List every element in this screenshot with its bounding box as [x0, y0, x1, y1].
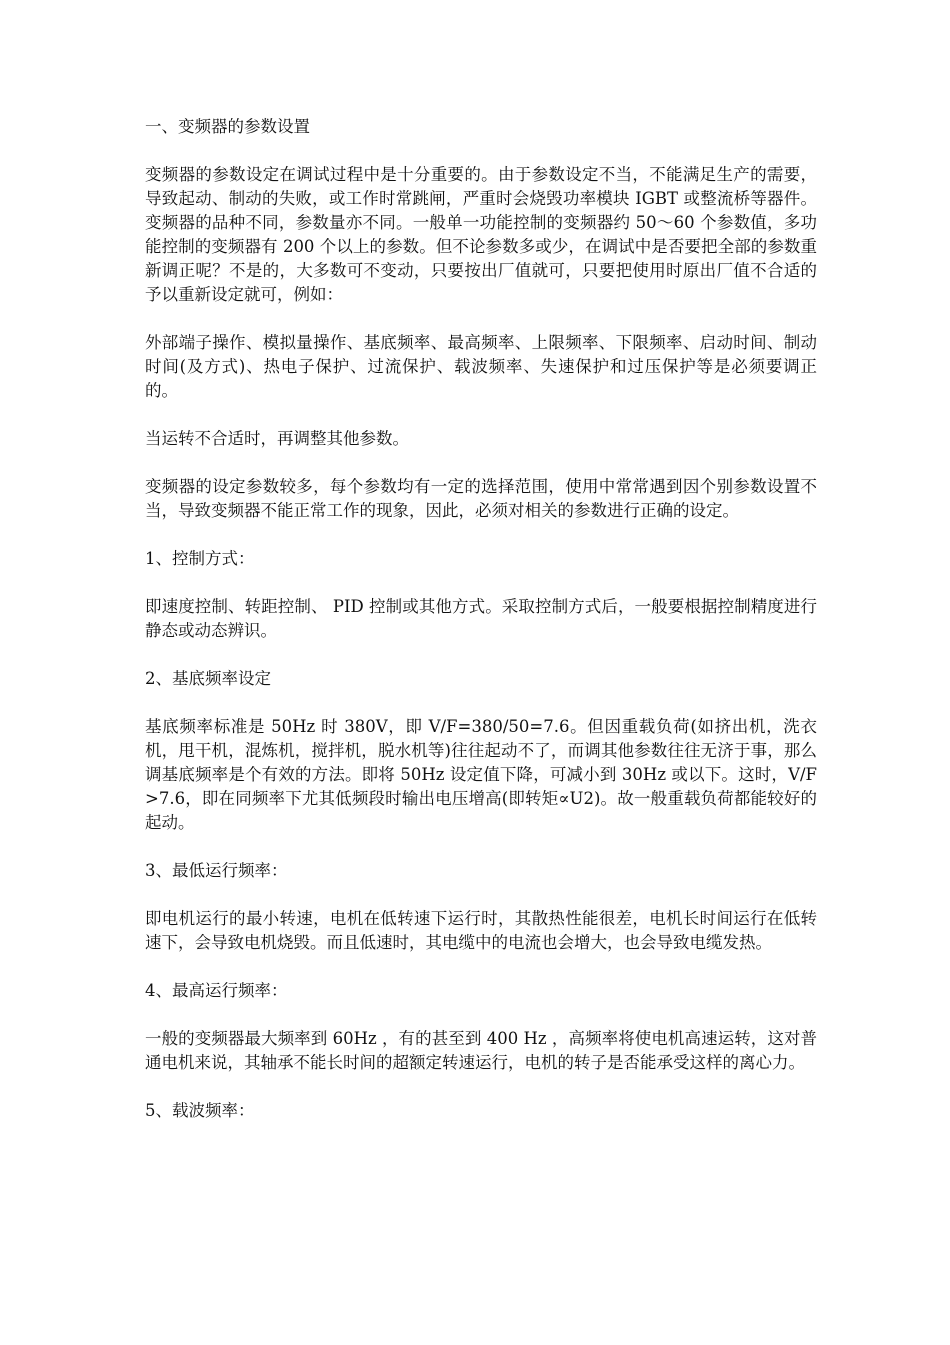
paragraph-parameter-list: 外部端子操作、模拟量操作、基底频率、最高频率、上限频率、下限频率、启动时间、制动时间(及方式)、热电子保护、过流保护、载波频率、失速保护和过压保护等是必须要调正的。 [145, 333, 817, 400]
paragraph-control-mode: 即速度控制、转距控制、 PID 控制或其他方式。采取控制方式后，一般要根据控制精度进行静态或动态辨识。 [145, 597, 817, 640]
section-heading: 一、变频器的参数设置 [145, 117, 310, 136]
subheading-max-frequency: 4、最高运行频率： [145, 981, 288, 1000]
document-body [145, 115, 817, 1147]
paragraph-setting-range: 变频器的设定参数较多，每个参数均有一定的选择范围，使用中常常遇到因个别参数设置不当，导致变频器不能正常工作的现象，因此，必须对相关的参数进行正确的设定。 [145, 477, 817, 520]
subheading-carrier-frequency: 5、载波频率： [145, 1101, 255, 1120]
paragraph-adjust-others: 当运转不合适时，再调整其他参数。 [145, 429, 409, 448]
paragraph-intro: 变频器的参数设定在调试过程中是十分重要的。由于参数设定不当，不能满足生产的需要，导致起动、制动的失败，或工作时常跳闸，严重时会烧毁功率模块 IGBT 或整流桥等器件。变频器的品种不同，参数量亦不同。一般单一功能控制的变频器约 50～60 个参数值，多功能控制的变频器有 200 个以上的参数。但不论参数多或少，在调试中是否要把全部的参数重新调正呢？不是的，大多数可不变动，只要按出厂值就可，只要把使用时原出厂值不合适的予以重新设定就可，例如： [145, 165, 817, 304]
paragraph-base-frequency: 基底频率标准是 50Hz 时 380V，即 V/F=380/50=7.6。但因重载负荷(如挤出机，洗衣机，甩干机，混炼机，搅拌机，脱水机等)往往起动不了，而调其他参数往往无济于事，那么调基底频率是个有效的方法。即将 50Hz 设定值下降，可减小到 30Hz 或以下。这时，V/F>7.6，即在同频率下尤其低频段时输出电压增高(即转矩∝U2)。故一般重载负荷都能较好的起动。 [145, 717, 817, 832]
subheading-base-frequency: 2、基底频率设定 [145, 669, 271, 688]
paragraph-max-frequency: 一般的变频器最大频率到 60Hz ，有的甚至到 400 Hz ，高频率将使电机高速运转，这对普通电机来说，其轴承不能长时间的超额定转速运行，电机的转子是否能承受这样的离心力。 [145, 1029, 817, 1072]
subheading-control-mode: 1、控制方式： [145, 549, 255, 568]
subheading-min-frequency: 3、最低运行频率： [145, 861, 288, 880]
paragraph-min-frequency: 即电机运行的最小转速，电机在低转速下运行时，其散热性能很差，电机长时间运行在低转速下，会导致电机烧毁。而且低速时，其电缆中的电流也会增大，也会导致电缆发热。 [145, 909, 817, 952]
